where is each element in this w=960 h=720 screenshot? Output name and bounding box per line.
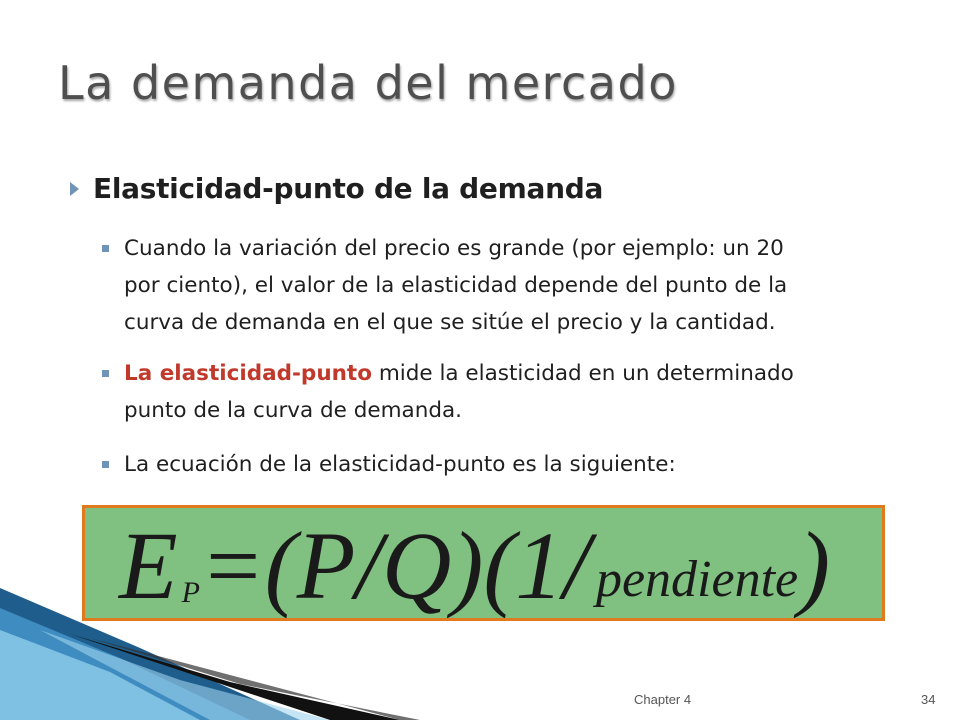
formula-main: =(P/Q)(1/ xyxy=(199,512,590,619)
formula-box xyxy=(82,505,885,621)
footer-chapter: Chapter 4 xyxy=(634,692,692,707)
heading-bullet xyxy=(70,172,603,205)
bullet-item-3 xyxy=(102,446,902,483)
bullet-1-line-3: curva de demanda en el que se sitúe el precio y la cantidad. xyxy=(124,310,776,335)
bullet-item-1 xyxy=(102,230,902,341)
heading-text: Elasticidad-punto de la demanda xyxy=(93,172,604,205)
highlight-term: La elasticidad-punto xyxy=(124,361,372,386)
page-number: 34 xyxy=(921,692,936,707)
square-bullet-icon xyxy=(102,370,109,377)
formula-denominator: pendiente xyxy=(595,551,799,608)
square-bullet-icon xyxy=(102,461,109,468)
arrow-bullet-icon xyxy=(70,182,79,196)
bullet-1-line-1: Cuando la variación del precio es grande (por ejemplo: un 20 xyxy=(124,236,784,261)
bullet-3-line-1: La ecuación de la elasticidad-punto es la siguiente: xyxy=(124,452,676,477)
formula-close: ) xyxy=(798,512,831,619)
slide-title: La demanda del mercado xyxy=(58,56,678,110)
elasticity-formula xyxy=(119,510,830,621)
formula-e-subscript: P xyxy=(181,576,200,609)
bullet-2-line-2: punto de la curva de demanda. xyxy=(124,398,463,423)
bullet-1-line-2: por ciento), el valor de la elasticidad depende del punto de la xyxy=(124,273,788,298)
square-bullet-icon xyxy=(102,245,109,252)
bullet-item-2 xyxy=(102,355,902,429)
bullet-2-line-1-rest: mide la elasticidad en un determinado xyxy=(371,361,794,386)
formula-e: E xyxy=(119,512,178,619)
